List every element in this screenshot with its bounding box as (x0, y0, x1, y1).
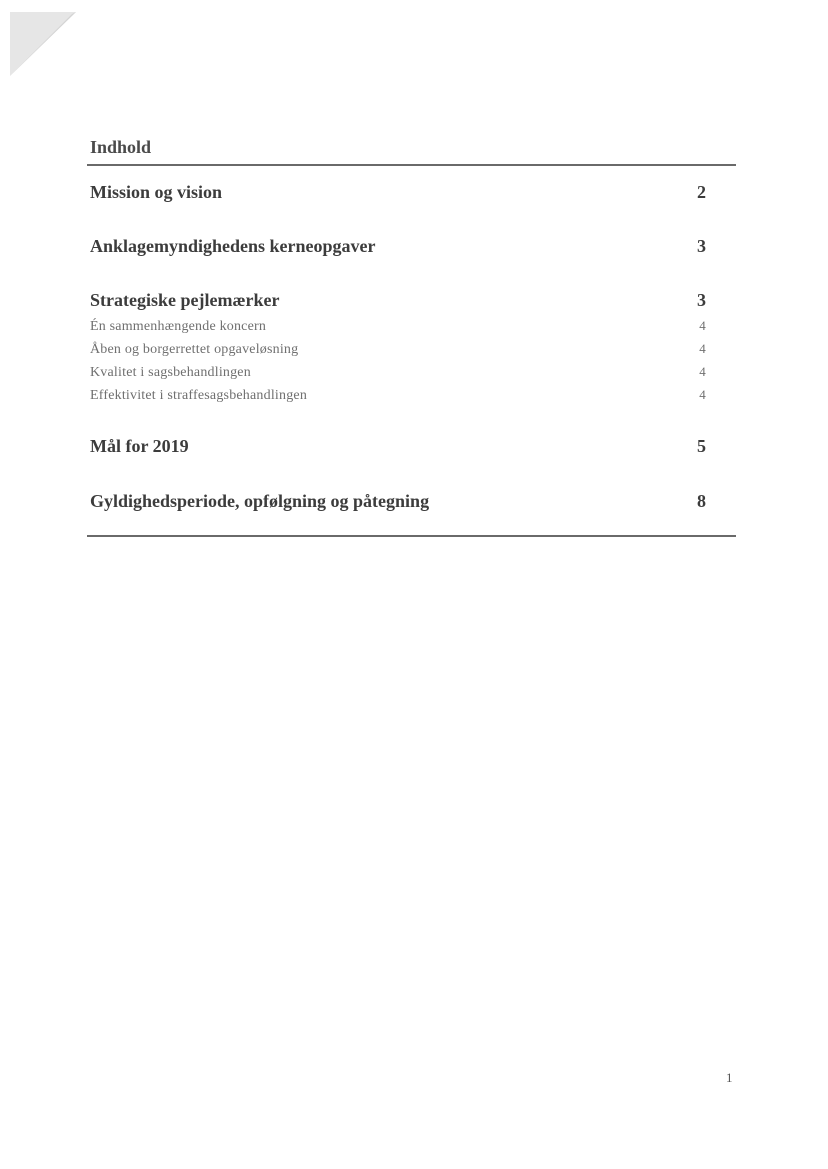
toc-entry-mission[interactable] (90, 182, 706, 203)
toc-entry-page: 4 (699, 318, 706, 333)
toc-heading: Indhold (90, 137, 152, 157)
toc-subentry-koncern[interactable] (90, 318, 706, 335)
toc-entry-label: Én sammenhængende koncern (90, 319, 267, 334)
toc-entry-page: 2 (697, 182, 706, 202)
page-number: 1 (726, 1070, 733, 1085)
toc-entry-kerneopgaver[interactable] (90, 236, 706, 257)
toc-entry-page: 4 (699, 364, 706, 379)
toc-entries (87, 166, 736, 535)
toc-entry-page: 4 (699, 387, 706, 402)
toc-entry-label: Effektivitet i straffesagsbehandlingen (90, 388, 308, 403)
toc-entry-page: 3 (697, 236, 706, 256)
toc-entry-label: Anklagemyndighedens kerneopgaver (90, 236, 376, 256)
toc-bottom-rule (87, 535, 736, 537)
toc-entry-label: Åben og borgerrettet opgaveløsning (90, 342, 299, 357)
toc-entry-page: 4 (699, 341, 706, 356)
toc-entry-gyldighedsperiode[interactable] (90, 491, 706, 512)
toc-entry-maal[interactable] (90, 436, 706, 457)
toc-entry-page: 5 (697, 436, 706, 456)
toc-entry-label: Mål for 2019 (90, 436, 189, 456)
toc-entry-label: Strategiske pejlemærker (90, 290, 280, 310)
toc-entry-label: Mission og vision (90, 182, 223, 202)
table-of-contents (87, 132, 736, 537)
toc-entry-page: 8 (697, 491, 706, 511)
toc-entry-label: Kvalitet i sagsbehandlingen (90, 365, 251, 380)
toc-entry-page: 3 (697, 290, 706, 310)
toc-subentry-kvalitet[interactable] (90, 364, 706, 381)
toc-subentry-effektivitet[interactable] (90, 387, 706, 404)
scan-corner-fold (0, 0, 80, 80)
toc-subentry-aaben[interactable] (90, 341, 706, 358)
toc-entry-label: Gyldighedsperiode, opfølgning og påtegning (90, 491, 430, 511)
toc-entry-strategiske[interactable] (90, 290, 706, 311)
